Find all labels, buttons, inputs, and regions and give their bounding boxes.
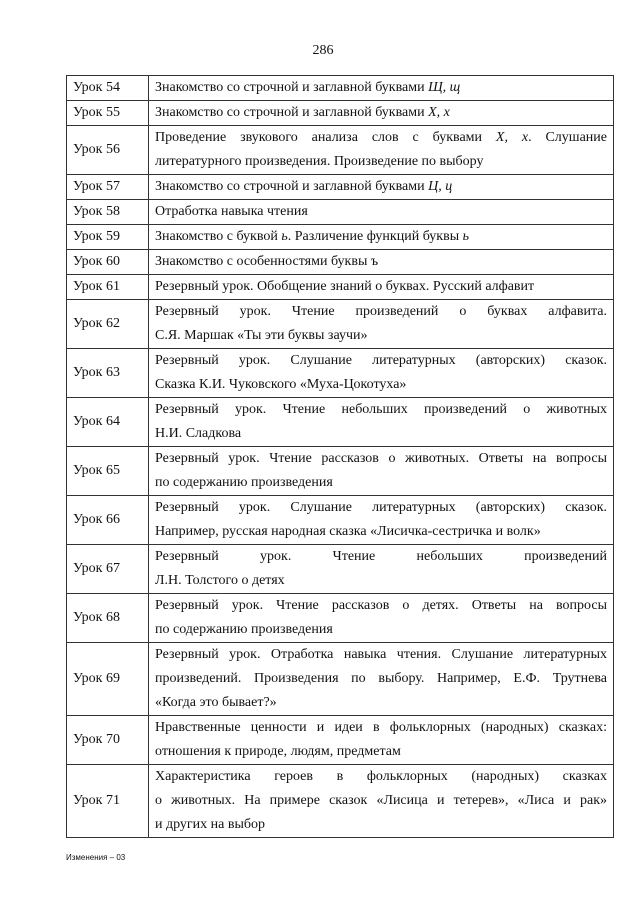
lesson-description bbox=[149, 126, 614, 175]
lesson-number: Урок 61 bbox=[67, 275, 149, 300]
description-line bbox=[155, 76, 607, 100]
description-line bbox=[155, 789, 607, 813]
lesson-table-body bbox=[67, 76, 614, 838]
description-line bbox=[155, 275, 607, 299]
description-line bbox=[155, 126, 607, 150]
description-line bbox=[155, 349, 607, 373]
description-line bbox=[155, 398, 607, 422]
table-row bbox=[67, 126, 614, 175]
text-segment: Резервный урок. Чтение произведений о буквах алфавита. bbox=[155, 304, 607, 319]
italic-letter: Х, х bbox=[428, 105, 450, 120]
description-line bbox=[155, 520, 607, 544]
text-segment: Знакомство с особенностями буквы ъ bbox=[155, 254, 379, 269]
table-row bbox=[67, 765, 614, 838]
text-segment: Знакомство со строчной и заглавной буквами bbox=[155, 105, 429, 120]
text-segment: по содержанию произведения bbox=[155, 475, 333, 490]
description-line bbox=[155, 569, 607, 593]
lesson-table bbox=[66, 75, 614, 838]
table-row bbox=[67, 398, 614, 447]
description-line bbox=[155, 667, 607, 691]
description-line bbox=[155, 200, 607, 224]
lesson-description bbox=[149, 200, 614, 225]
description-line bbox=[155, 225, 607, 249]
text-segment: Знакомство со строчной и заглавной буквами bbox=[155, 80, 429, 95]
table-row bbox=[67, 716, 614, 765]
lesson-number: Урок 63 bbox=[67, 349, 149, 398]
description-line bbox=[155, 324, 607, 348]
description-line bbox=[155, 545, 607, 569]
description-line bbox=[155, 175, 607, 199]
text-segment: Резервный урок. Чтение рассказов о детях. Ответы на вопросы bbox=[155, 598, 607, 613]
lesson-description bbox=[149, 545, 614, 594]
text-segment: Резервный урок. Слушание литературных (авторских) сказок. bbox=[155, 353, 607, 368]
text-segment: произведений. Произведения по выбору. Например, Е.Ф. Трутнева bbox=[155, 671, 607, 686]
lesson-number: Урок 59 bbox=[67, 225, 149, 250]
text-segment: Резервный урок. Чтение небольших произведений bbox=[155, 549, 607, 564]
table-row bbox=[67, 200, 614, 225]
description-line bbox=[155, 250, 607, 274]
text-segment: Л.Н. Толстого о детях bbox=[155, 573, 285, 588]
table-row bbox=[67, 447, 614, 496]
lesson-description bbox=[149, 225, 614, 250]
description-line bbox=[155, 740, 607, 764]
italic-letter: Х, х bbox=[495, 130, 529, 145]
description-line bbox=[155, 594, 607, 618]
description-line bbox=[155, 716, 607, 740]
text-segment: Знакомство с буквой bbox=[155, 229, 282, 244]
table-row bbox=[67, 225, 614, 250]
text-segment: Резервный урок. Отработка навыка чтения. Слушание литературных bbox=[155, 647, 607, 662]
lesson-number: Урок 68 bbox=[67, 594, 149, 643]
italic-letter: ь bbox=[462, 229, 469, 244]
italic-letter: ь bbox=[281, 229, 288, 244]
text-segment: «Когда это бывает?» bbox=[155, 695, 277, 710]
lesson-description bbox=[149, 275, 614, 300]
description-line bbox=[155, 447, 607, 471]
text-segment: . Различение функций буквы bbox=[287, 229, 463, 244]
text-segment: по содержанию произведения bbox=[155, 622, 333, 637]
text-segment: отношения к природе, людям, предметам bbox=[155, 744, 401, 759]
text-segment: Проведение звукового анализа слов с буквами bbox=[155, 130, 496, 145]
text-segment: Резервный урок. Чтение рассказов о животных. Ответы на вопросы bbox=[155, 451, 607, 466]
table-row bbox=[67, 76, 614, 101]
lesson-description bbox=[149, 175, 614, 200]
description-line bbox=[155, 765, 607, 789]
description-line bbox=[155, 643, 607, 667]
description-line bbox=[155, 422, 607, 446]
lesson-number: Урок 66 bbox=[67, 496, 149, 545]
lesson-number: Урок 54 bbox=[67, 76, 149, 101]
text-segment: Н.И. Сладкова bbox=[155, 426, 242, 441]
lesson-number: Урок 65 bbox=[67, 447, 149, 496]
text-segment: литературного произведения. Произведение по выбору bbox=[155, 154, 484, 169]
italic-letter: Щ, щ bbox=[428, 80, 461, 95]
page-number: 286 bbox=[312, 43, 334, 58]
lesson-description bbox=[149, 101, 614, 126]
lesson-number: Урок 67 bbox=[67, 545, 149, 594]
lesson-number: Урок 57 bbox=[67, 175, 149, 200]
text-segment: Резервный урок. Обобщение знаний о буквах. Русский алфавит bbox=[155, 279, 535, 294]
description-line bbox=[155, 813, 607, 837]
table-row bbox=[67, 545, 614, 594]
description-line bbox=[155, 471, 607, 495]
text-segment: С.Я. Маршак «Ты эти буквы заучи» bbox=[155, 328, 368, 343]
text-segment: Сказка К.И. Чуковского «Муха-Цокотуха» bbox=[155, 377, 407, 392]
text-segment: о животных. На примере сказок «Лисица и тетерев», «Лиса и рак» bbox=[155, 793, 607, 808]
table-row bbox=[67, 300, 614, 349]
text-segment: Резервный урок. Слушание литературных (авторских) сказок. bbox=[155, 500, 607, 515]
table-row bbox=[67, 349, 614, 398]
table-row bbox=[67, 594, 614, 643]
lesson-description bbox=[149, 250, 614, 275]
text-segment: . Слушание bbox=[528, 130, 607, 145]
footer-revision: Изменения – 03 bbox=[66, 853, 126, 862]
description-line bbox=[155, 373, 607, 397]
lesson-number: Урок 60 bbox=[67, 250, 149, 275]
table-row bbox=[67, 643, 614, 716]
lesson-description bbox=[149, 76, 614, 101]
lesson-description bbox=[149, 398, 614, 447]
table-row bbox=[67, 175, 614, 200]
lesson-description bbox=[149, 349, 614, 398]
lesson-description bbox=[149, 300, 614, 349]
description-line bbox=[155, 150, 607, 174]
lesson-description bbox=[149, 594, 614, 643]
table-row bbox=[67, 101, 614, 126]
lesson-description bbox=[149, 716, 614, 765]
description-line bbox=[155, 618, 607, 642]
lesson-number: Урок 56 bbox=[67, 126, 149, 175]
text-segment: Нравственные ценности и идеи в фольклорных (народных) сказках: bbox=[155, 720, 607, 735]
text-segment: Например, русская народная сказка «Лисичка-сестричка и волк» bbox=[155, 524, 541, 539]
table-row bbox=[67, 496, 614, 545]
lesson-number: Урок 71 bbox=[67, 765, 149, 838]
text-segment: Знакомство со строчной и заглавной буквами bbox=[155, 179, 429, 194]
lesson-number: Урок 58 bbox=[67, 200, 149, 225]
lesson-description bbox=[149, 496, 614, 545]
description-line bbox=[155, 300, 607, 324]
lesson-number: Урок 55 bbox=[67, 101, 149, 126]
table-row bbox=[67, 250, 614, 275]
description-line bbox=[155, 496, 607, 520]
lesson-number: Урок 70 bbox=[67, 716, 149, 765]
table-row bbox=[67, 275, 614, 300]
text-segment: Резервный урок. Чтение небольших произведений о животных bbox=[155, 402, 607, 417]
lesson-number: Урок 64 bbox=[67, 398, 149, 447]
italic-letter: Ц, ц bbox=[428, 179, 453, 194]
text-segment: Отработка навыка чтения bbox=[155, 204, 308, 219]
lesson-description bbox=[149, 765, 614, 838]
text-segment: и других на выбор bbox=[155, 817, 266, 832]
lesson-description bbox=[149, 643, 614, 716]
lesson-number: Урок 62 bbox=[67, 300, 149, 349]
description-line bbox=[155, 691, 607, 715]
description-line bbox=[155, 101, 607, 125]
lesson-description bbox=[149, 447, 614, 496]
text-segment: Характеристика героев в фольклорных (народных) сказках bbox=[155, 769, 607, 784]
lesson-number: Урок 69 bbox=[67, 643, 149, 716]
